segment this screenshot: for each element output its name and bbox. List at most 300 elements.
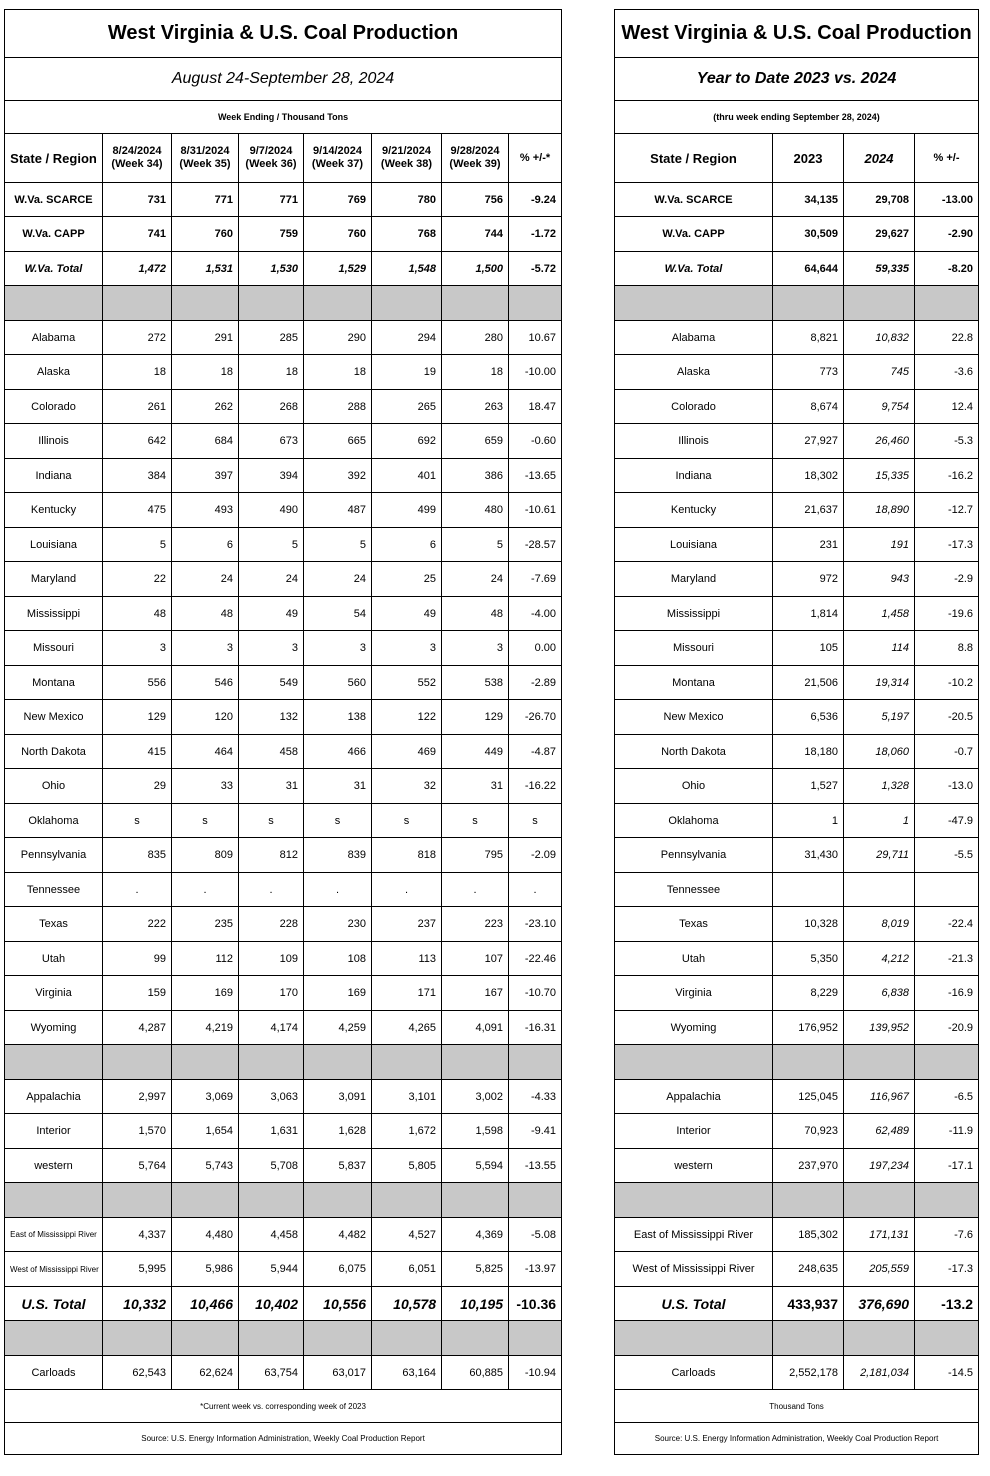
pct-change: . [509, 873, 562, 907]
table-row [5, 217, 562, 252]
week-value: 780 [372, 183, 442, 217]
row-label: Louisiana [615, 528, 773, 562]
ytd-2023-value: 8,821 [773, 321, 844, 355]
week-value: 5,805 [372, 1149, 442, 1183]
row-label: North Dakota [5, 735, 103, 769]
week-value: s [172, 804, 239, 838]
week-value: 138 [304, 700, 372, 735]
week-value: 235 [172, 907, 239, 942]
left-unit-note: Week Ending / Thousand Tons [5, 101, 562, 134]
week-value: 2,997 [103, 1080, 172, 1114]
week-value: 48 [442, 597, 509, 631]
row-label: Interior [615, 1114, 773, 1149]
week-value: 285 [239, 321, 304, 355]
week-value: 812 [239, 838, 304, 873]
week-value: 294 [372, 321, 442, 355]
ytd-2023-value: 18,180 [773, 735, 844, 769]
separator-cell [5, 1321, 103, 1356]
week-value: . [103, 873, 172, 907]
week-value: 549 [239, 666, 304, 700]
separator-row [615, 1183, 979, 1218]
ytd-pct-change: 12.4 [915, 390, 979, 424]
week-value: 771 [239, 183, 304, 217]
ytd-2023-value: 6,536 [773, 700, 844, 735]
ytd-2023-value: 1,814 [773, 597, 844, 631]
week-value: 642 [103, 424, 172, 459]
ytd-2024-value: 59,335 [844, 252, 915, 286]
week-value: 3,069 [172, 1080, 239, 1114]
table-row [5, 1011, 562, 1045]
ytd-2023-value: 2,552,178 [773, 1356, 844, 1390]
pct-change: 0.00 [509, 631, 562, 666]
pct-change: -26.70 [509, 700, 562, 735]
separator-cell [372, 1321, 442, 1356]
table-row [615, 597, 979, 631]
ytd-2023-value: 31,430 [773, 838, 844, 873]
row-label: Montana [615, 666, 773, 700]
week-value: 1,631 [239, 1114, 304, 1149]
week-value: 129 [103, 700, 172, 735]
right-col-2023: 2023 [773, 134, 844, 183]
table-row [5, 321, 562, 355]
week-value: 560 [304, 666, 372, 700]
week-value: 122 [372, 700, 442, 735]
pct-change: -5.08 [509, 1218, 562, 1252]
ytd-pct-change: -19.6 [915, 597, 979, 631]
week-value: 6 [172, 528, 239, 562]
ytd-pct-change: -47.9 [915, 804, 979, 838]
separator-cell [509, 286, 562, 321]
week-value: 4,265 [372, 1011, 442, 1045]
week-value: 659 [442, 424, 509, 459]
ytd-2024-value: 1,458 [844, 597, 915, 631]
week-value: 5,708 [239, 1149, 304, 1183]
table-row [615, 1218, 979, 1252]
separator-cell [615, 1045, 773, 1080]
ytd-2023-value: 30,509 [773, 217, 844, 252]
table-row [615, 976, 979, 1011]
week-value: 18 [442, 355, 509, 390]
table-row [5, 183, 562, 217]
right-source: Source: U.S. Energy Information Administration, Weekly Coal Production Report [615, 1423, 979, 1455]
ytd-2023-value: 773 [773, 355, 844, 390]
week-value: s [372, 804, 442, 838]
separator-cell [844, 1321, 915, 1356]
week-value: 25 [372, 562, 442, 597]
row-label: Texas [5, 907, 103, 942]
pct-change: -2.09 [509, 838, 562, 873]
left-col-state: State / Region [5, 134, 103, 183]
week-value: 171 [372, 976, 442, 1011]
ytd-2023-value: 10,328 [773, 907, 844, 942]
row-label: Virginia [5, 976, 103, 1011]
week-value: 552 [372, 666, 442, 700]
table-row [5, 252, 562, 286]
ytd-pct-change: -13.2 [915, 1287, 979, 1321]
ytd-pct-change: -14.5 [915, 1356, 979, 1390]
separator-cell [304, 1045, 372, 1080]
week-value: 261 [103, 390, 172, 424]
week-number: (Week 37) [311, 158, 364, 170]
row-label: Carloads [615, 1356, 773, 1390]
week-value: 63,017 [304, 1356, 372, 1390]
pct-change: -16.22 [509, 769, 562, 804]
week-value: s [304, 804, 372, 838]
week-value: 4,458 [239, 1218, 304, 1252]
separator-cell [844, 1045, 915, 1080]
left-col-week-1 [103, 134, 172, 183]
week-value: 4,174 [239, 1011, 304, 1045]
left-col-week-6 [442, 134, 509, 183]
separator-cell [103, 286, 172, 321]
separator-cell [509, 1321, 562, 1356]
week-value: 684 [172, 424, 239, 459]
table-row [615, 1080, 979, 1114]
week-number: (Week 34) [111, 158, 163, 170]
table-row [615, 1011, 979, 1045]
row-label: Pennsylvania [5, 838, 103, 873]
week-value: 731 [103, 183, 172, 217]
separator-cell [172, 1045, 239, 1080]
separator-cell [615, 1321, 773, 1356]
row-label: W.Va. SCARCE [615, 183, 773, 217]
week-value: 24 [172, 562, 239, 597]
ytd-pct-change: -6.5 [915, 1080, 979, 1114]
week-value: 818 [372, 838, 442, 873]
ytd-2024-value: 139,952 [844, 1011, 915, 1045]
left-col-pct: % +/-* [509, 134, 562, 183]
week-value: 1,548 [372, 252, 442, 286]
week-value: 759 [239, 217, 304, 252]
week-value: 10,402 [239, 1287, 304, 1321]
week-value: 4,527 [372, 1218, 442, 1252]
left-col-week-5 [372, 134, 442, 183]
row-label: Appalachia [5, 1080, 103, 1114]
week-value: 108 [304, 942, 372, 976]
week-value: 5,825 [442, 1252, 509, 1287]
table-row [5, 1287, 562, 1321]
table-row [615, 528, 979, 562]
separator-cell [103, 1321, 172, 1356]
separator-row [615, 1321, 979, 1356]
row-label: Oklahoma [5, 804, 103, 838]
week-value: 3,063 [239, 1080, 304, 1114]
separator-cell [239, 286, 304, 321]
week-date: 9/7/2024 [249, 145, 293, 157]
ytd-2024-value: 1,328 [844, 769, 915, 804]
week-value: 222 [103, 907, 172, 942]
ytd-pct-change: -17.1 [915, 1149, 979, 1183]
table-row [5, 873, 562, 907]
ytd-pct-change: 8.8 [915, 631, 979, 666]
week-value: 1,628 [304, 1114, 372, 1149]
ytd-2024-value: 171,131 [844, 1218, 915, 1252]
week-number: (Week 35) [179, 158, 231, 170]
week-value: 4,091 [442, 1011, 509, 1045]
row-label: West of Mississippi River [615, 1252, 773, 1287]
table-row [615, 769, 979, 804]
row-label: Missouri [5, 631, 103, 666]
ytd-2023-value: 176,952 [773, 1011, 844, 1045]
ytd-2024-value: 6,838 [844, 976, 915, 1011]
separator-row [5, 1045, 562, 1080]
week-value: 1,570 [103, 1114, 172, 1149]
week-value: 3 [172, 631, 239, 666]
week-value: 5 [442, 528, 509, 562]
table-row [5, 976, 562, 1011]
table-row [615, 873, 979, 907]
week-value: 48 [103, 597, 172, 631]
ytd-pct-change: -17.3 [915, 1252, 979, 1287]
ytd-2024-value [844, 873, 915, 907]
pct-change: -10.00 [509, 355, 562, 390]
right-title: West Virginia & U.S. Coal Production [615, 10, 979, 58]
ytd-pct-change: -21.3 [915, 942, 979, 976]
week-value: 449 [442, 735, 509, 769]
week-value: 3,002 [442, 1080, 509, 1114]
ytd-2024-value: 745 [844, 355, 915, 390]
week-value: 32 [372, 769, 442, 804]
left-subtitle: August 24-September 28, 2024 [5, 58, 562, 101]
row-label: Maryland [615, 562, 773, 597]
ytd-2024-value: 29,708 [844, 183, 915, 217]
week-value: 5,764 [103, 1149, 172, 1183]
table-row [615, 838, 979, 873]
pct-change: -10.70 [509, 976, 562, 1011]
left-title: West Virginia & U.S. Coal Production [5, 10, 562, 58]
table-row [615, 355, 979, 390]
pct-change: -10.36 [509, 1287, 562, 1321]
pct-change: -4.87 [509, 735, 562, 769]
week-value: 5,986 [172, 1252, 239, 1287]
week-value: 24 [239, 562, 304, 597]
table-row [5, 907, 562, 942]
week-value: 401 [372, 459, 442, 493]
ytd-2024-value: 10,832 [844, 321, 915, 355]
week-value: 62,543 [103, 1356, 172, 1390]
table-row [5, 562, 562, 597]
table-row [615, 252, 979, 286]
row-label: U.S. Total [5, 1287, 103, 1321]
week-value: 268 [239, 390, 304, 424]
ytd-2023-value: 34,135 [773, 183, 844, 217]
week-value: 466 [304, 735, 372, 769]
ytd-pct-change: -5.5 [915, 838, 979, 873]
pct-change: -10.61 [509, 493, 562, 528]
separator-cell [239, 1183, 304, 1218]
week-value: 3 [239, 631, 304, 666]
week-value: 263 [442, 390, 509, 424]
week-value: 31 [442, 769, 509, 804]
week-value: 760 [304, 217, 372, 252]
weekly-production-table [4, 9, 562, 1455]
week-value: 63,164 [372, 1356, 442, 1390]
ytd-pct-change: -20.9 [915, 1011, 979, 1045]
pct-change: 18.47 [509, 390, 562, 424]
ytd-2023-value: 70,923 [773, 1114, 844, 1149]
week-value: 167 [442, 976, 509, 1011]
pct-change: -13.97 [509, 1252, 562, 1287]
pct-change: -13.65 [509, 459, 562, 493]
week-value: 538 [442, 666, 509, 700]
table-row [5, 735, 562, 769]
week-value: 4,259 [304, 1011, 372, 1045]
table-row [615, 1252, 979, 1287]
week-value: 159 [103, 976, 172, 1011]
row-label: East of Mississippi River [5, 1218, 103, 1252]
week-value: 1,654 [172, 1114, 239, 1149]
week-value: 490 [239, 493, 304, 528]
row-label: New Mexico [5, 700, 103, 735]
separator-cell [442, 1321, 509, 1356]
right-note: (thru week ending September 28, 2024) [615, 101, 979, 134]
row-label: Oklahoma [615, 804, 773, 838]
table-row [615, 700, 979, 735]
week-value: 5,837 [304, 1149, 372, 1183]
separator-cell [239, 1045, 304, 1080]
row-label: Louisiana [5, 528, 103, 562]
table-row [615, 459, 979, 493]
table-row [615, 666, 979, 700]
week-value: 809 [172, 838, 239, 873]
week-value: 795 [442, 838, 509, 873]
table-row [615, 1114, 979, 1149]
separator-cell [844, 1183, 915, 1218]
table-row [5, 1149, 562, 1183]
week-value: 499 [372, 493, 442, 528]
separator-cell [5, 1183, 103, 1218]
separator-cell [615, 286, 773, 321]
week-value: . [442, 873, 509, 907]
ytd-2024-value: 943 [844, 562, 915, 597]
week-value: 10,195 [442, 1287, 509, 1321]
week-value: 99 [103, 942, 172, 976]
table-row [5, 838, 562, 873]
week-value: 744 [442, 217, 509, 252]
table-row [615, 735, 979, 769]
left-col-week-3 [239, 134, 304, 183]
ytd-production-table [614, 9, 979, 1455]
row-label: Ohio [615, 769, 773, 804]
week-value: 665 [304, 424, 372, 459]
separator-cell [172, 1321, 239, 1356]
week-value: 31 [239, 769, 304, 804]
week-value: 223 [442, 907, 509, 942]
week-value: 33 [172, 769, 239, 804]
table-row [615, 390, 979, 424]
week-value: 835 [103, 838, 172, 873]
ytd-2023-value: 185,302 [773, 1218, 844, 1252]
table-row [615, 907, 979, 942]
pct-change: s [509, 804, 562, 838]
week-value: 464 [172, 735, 239, 769]
ytd-2024-value: 2,181,034 [844, 1356, 915, 1390]
week-value: 237 [372, 907, 442, 942]
week-value: 109 [239, 942, 304, 976]
week-value: 394 [239, 459, 304, 493]
separator-cell [5, 1045, 103, 1080]
week-value: . [239, 873, 304, 907]
table-row [5, 804, 562, 838]
ytd-2023-value: 237,970 [773, 1149, 844, 1183]
week-value: 5,743 [172, 1149, 239, 1183]
row-label: Kentucky [615, 493, 773, 528]
row-label: Kentucky [5, 493, 103, 528]
week-value: 24 [304, 562, 372, 597]
table-row [5, 424, 562, 459]
week-value: 6,075 [304, 1252, 372, 1287]
ytd-pct-change: -2.9 [915, 562, 979, 597]
ytd-2024-value: 15,335 [844, 459, 915, 493]
week-value: 4,369 [442, 1218, 509, 1252]
week-value: 692 [372, 424, 442, 459]
week-value: 170 [239, 976, 304, 1011]
week-value: 556 [103, 666, 172, 700]
ytd-pct-change: -17.3 [915, 528, 979, 562]
week-value: 5,944 [239, 1252, 304, 1287]
ytd-pct-change: -0.7 [915, 735, 979, 769]
table-row [5, 1356, 562, 1390]
week-value: 5 [239, 528, 304, 562]
week-value: 272 [103, 321, 172, 355]
ytd-2024-value: 197,234 [844, 1149, 915, 1183]
row-label: Interior [5, 1114, 103, 1149]
week-value: . [172, 873, 239, 907]
pct-change: -9.41 [509, 1114, 562, 1149]
left-col-week-2 [172, 134, 239, 183]
left-header-row [5, 134, 562, 183]
week-value: 5,594 [442, 1149, 509, 1183]
table-row [5, 1218, 562, 1252]
table-row [5, 390, 562, 424]
ytd-2024-value: 19,314 [844, 666, 915, 700]
week-value: 1,529 [304, 252, 372, 286]
week-value: 22 [103, 562, 172, 597]
week-value: 49 [239, 597, 304, 631]
table-row [615, 1287, 979, 1321]
week-value: 113 [372, 942, 442, 976]
table-row [5, 528, 562, 562]
row-label: East of Mississippi River [615, 1218, 773, 1252]
row-label: U.S. Total [615, 1287, 773, 1321]
row-label: Illinois [5, 424, 103, 459]
separator-row [5, 1321, 562, 1356]
row-label: Utah [615, 942, 773, 976]
ytd-pct-change: 22.8 [915, 321, 979, 355]
table-row [5, 1114, 562, 1149]
ytd-pct-change: -13.0 [915, 769, 979, 804]
row-label: western [615, 1149, 773, 1183]
table-row [5, 1080, 562, 1114]
pct-change: -5.72 [509, 252, 562, 286]
pct-change: -4.00 [509, 597, 562, 631]
row-label: Indiana [615, 459, 773, 493]
separator-cell [844, 286, 915, 321]
right-subtitle: Year to Date 2023 vs. 2024 [615, 58, 979, 101]
table-row [5, 700, 562, 735]
week-value: 280 [442, 321, 509, 355]
table-row [615, 631, 979, 666]
table-row [5, 769, 562, 804]
table-row [615, 493, 979, 528]
row-label: Wyoming [615, 1011, 773, 1045]
week-value: 112 [172, 942, 239, 976]
week-value: 480 [442, 493, 509, 528]
ytd-pct-change: -22.4 [915, 907, 979, 942]
week-value: 756 [442, 183, 509, 217]
separator-cell [372, 1045, 442, 1080]
week-date: 9/28/2024 [450, 145, 500, 157]
